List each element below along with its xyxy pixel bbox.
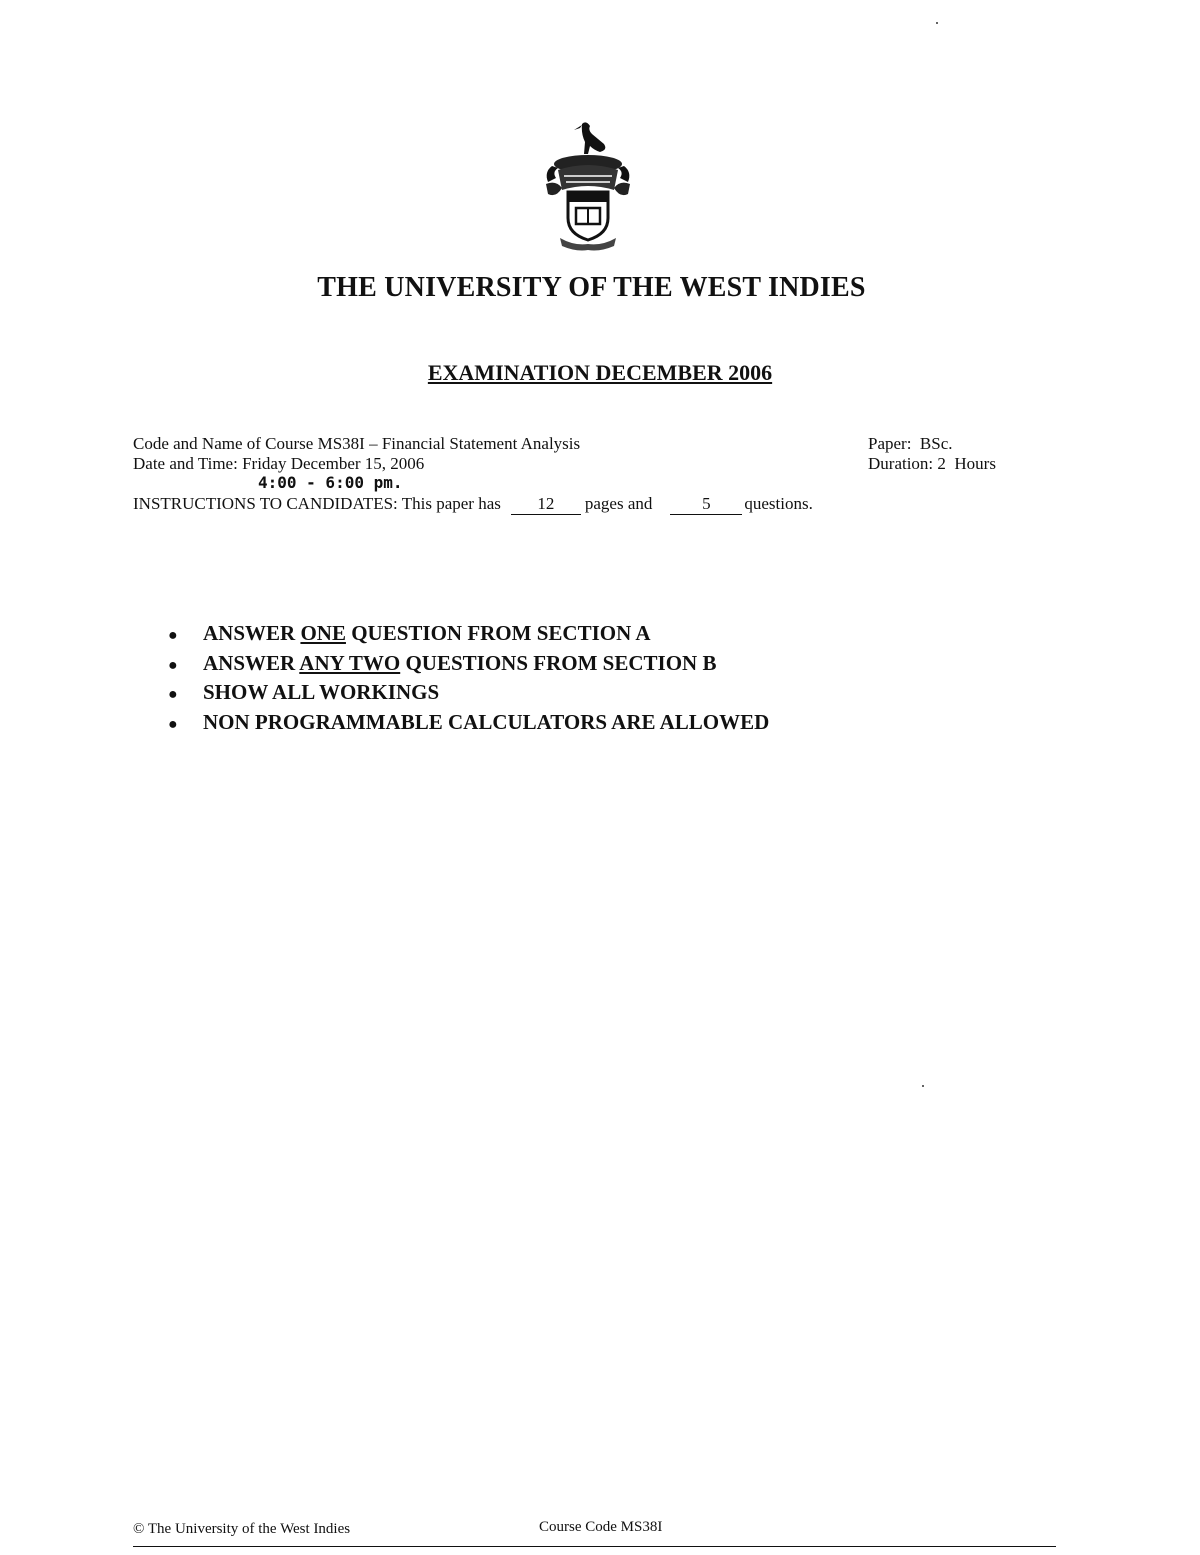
exam-duration: Duration: 2 Hours xyxy=(868,454,996,473)
course-name: Code and Name of Course MS38I – Financial Statement Analysis xyxy=(133,434,581,453)
paper-level: Paper: BSc. xyxy=(868,434,953,453)
exam-date: Date and Time: Friday December 15, 2006 xyxy=(133,454,425,473)
bullet-icon: ● xyxy=(168,627,178,644)
instruction-item xyxy=(168,620,769,650)
page-count: 12 xyxy=(511,494,581,515)
pages-and-label: pages and xyxy=(584,494,653,513)
bullet-icon: ● xyxy=(168,656,178,674)
bullet-icon: ● xyxy=(168,686,178,703)
instructions-prefix: INSTRUCTIONS TO CANDIDATES: This paper has xyxy=(133,494,501,513)
footer-copyright: © The University of the West Indies xyxy=(133,1521,351,1537)
university-title: THE UNIVERSITY OF THE WEST INDIES xyxy=(317,272,866,303)
question-count: 5 xyxy=(670,494,742,515)
instruction-item xyxy=(168,650,769,680)
scan-speck xyxy=(922,1085,924,1087)
instruction-list xyxy=(168,620,769,738)
instruction-text: SHOW ALL WORKINGS xyxy=(203,680,440,704)
instruction-item xyxy=(168,709,769,739)
candidate-instructions-line xyxy=(133,494,813,515)
footer-rule xyxy=(133,1546,1056,1547)
bullet-icon: ● xyxy=(168,715,178,733)
scan-speck xyxy=(936,22,938,24)
questions-label: questions. xyxy=(744,494,813,513)
instruction-text: ANSWER ONE QUESTION FROM SECTION A xyxy=(203,621,651,645)
exam-time: 4:00 - 6:00 pm. xyxy=(258,473,403,492)
footer-course-code: Course Code MS38I xyxy=(539,1519,663,1535)
university-crest-icon xyxy=(538,120,638,252)
instruction-text: ANSWER ANY TWO QUESTIONS FROM SECTION B xyxy=(203,650,717,675)
instruction-text: NON PROGRAMMABLE CALCULATORS ARE ALLOWED xyxy=(203,709,770,734)
exam-title: EXAMINATION DECEMBER 2006 xyxy=(427,360,773,385)
instruction-item xyxy=(168,679,769,709)
page-footer xyxy=(133,1521,1056,1547)
